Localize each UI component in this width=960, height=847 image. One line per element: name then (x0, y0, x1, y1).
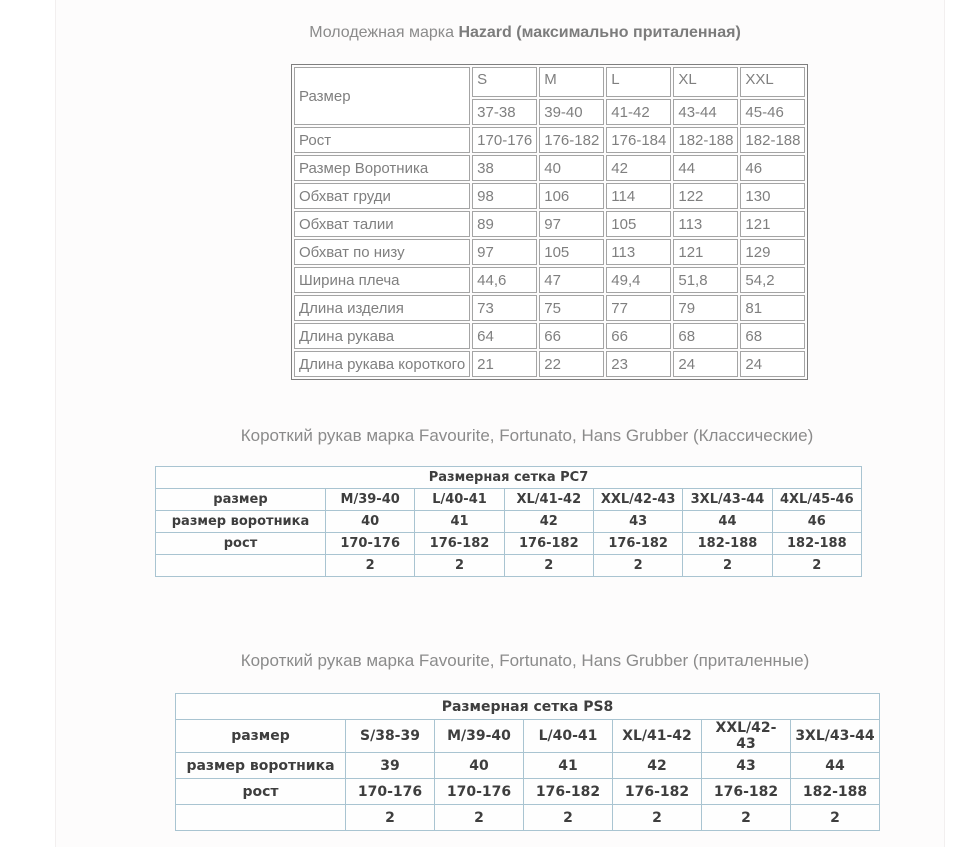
size-letter-cell: L (606, 67, 671, 97)
value-cell: 113 (606, 239, 671, 265)
value-cell: 176-182 (539, 127, 604, 153)
value-cell: 2 (504, 555, 593, 577)
value-cell: 66 (539, 323, 604, 349)
value-cell: 43 (593, 511, 682, 533)
row-label: размер воротника (176, 753, 346, 779)
value-cell: 54,2 (740, 267, 805, 293)
value-cell: 129 (740, 239, 805, 265)
size-number-cell: 43-44 (673, 99, 738, 125)
section2-title: Короткий рукав марка Favourite, Fortunato, Hans Grubber (Классические) (240, 426, 814, 445)
value-cell: 21 (472, 351, 537, 377)
table-row (176, 720, 880, 753)
hazard-size-table (291, 64, 808, 380)
row-label: Обхват по низу (294, 239, 470, 265)
row-label: Обхват талии (294, 211, 470, 237)
table-row (294, 127, 805, 153)
value-cell: 4XL/45-46 (772, 489, 861, 511)
table-row (156, 489, 862, 511)
table-row (176, 779, 880, 805)
value-cell: 2 (791, 805, 880, 831)
value-cell: 2 (326, 555, 415, 577)
value-cell: 22 (539, 351, 604, 377)
value-cell: L/40-41 (524, 720, 613, 753)
value-cell: 3XL/43-44 (683, 489, 772, 511)
value-cell: 42 (504, 511, 593, 533)
table-row (294, 67, 805, 97)
value-cell: 89 (472, 211, 537, 237)
row-label: размер (156, 489, 326, 511)
table-row (156, 533, 862, 555)
value-cell: 182-188 (772, 533, 861, 555)
value-cell: 114 (606, 183, 671, 209)
value-cell: 49,4 (606, 267, 671, 293)
value-cell: 2 (524, 805, 613, 831)
value-cell: 130 (740, 183, 805, 209)
value-cell: 97 (539, 211, 604, 237)
value-cell: 39 (346, 753, 435, 779)
value-cell: M/39-40 (435, 720, 524, 753)
value-cell: M/39-40 (326, 489, 415, 511)
value-cell: XXL/42-43 (702, 720, 791, 753)
value-cell: 44 (683, 511, 772, 533)
value-cell: 182-188 (683, 533, 772, 555)
value-cell: 176-182 (524, 779, 613, 805)
row-label: Длина рукава (294, 323, 470, 349)
table-row (156, 467, 862, 489)
value-cell: 73 (472, 295, 537, 321)
value-cell: 2 (415, 555, 504, 577)
value-cell: 51,8 (673, 267, 738, 293)
table-header: Размерная сетка PS8 (176, 694, 880, 720)
row-label: рост (156, 533, 326, 555)
row-label: Рост (294, 127, 470, 153)
size-number-cell: 37-38 (472, 99, 537, 125)
value-cell: XXL/42-43 (593, 489, 682, 511)
value-cell: 75 (539, 295, 604, 321)
value-cell: 97 (472, 239, 537, 265)
value-cell: 105 (606, 211, 671, 237)
value-cell: 182-188 (673, 127, 738, 153)
value-cell: 2 (702, 805, 791, 831)
size-number-cell: 39-40 (539, 99, 604, 125)
value-cell: 44,6 (472, 267, 537, 293)
row-label: Длина рукава короткого (294, 351, 470, 377)
value-cell: 105 (539, 239, 604, 265)
value-cell: 23 (606, 351, 671, 377)
table-row (176, 805, 880, 831)
value-cell: 43 (702, 753, 791, 779)
value-cell: 98 (472, 183, 537, 209)
value-cell: 46 (740, 155, 805, 181)
value-cell: 68 (740, 323, 805, 349)
value-cell: 176-182 (415, 533, 504, 555)
value-cell: 38 (472, 155, 537, 181)
value-cell: XL/41-42 (504, 489, 593, 511)
pc7-size-table (155, 466, 862, 577)
value-cell: L/40-41 (415, 489, 504, 511)
size-letter-cell: XL (673, 67, 738, 97)
value-cell: 68 (673, 323, 738, 349)
value-cell: 2 (346, 805, 435, 831)
value-cell: 44 (791, 753, 880, 779)
value-cell: 2 (593, 555, 682, 577)
value-cell: 40 (539, 155, 604, 181)
value-cell: 3XL/43-44 (791, 720, 880, 753)
value-cell: 122 (673, 183, 738, 209)
table-row (294, 351, 805, 377)
table-row (294, 155, 805, 181)
value-cell: 66 (606, 323, 671, 349)
table-row (156, 511, 862, 533)
value-cell: 170-176 (326, 533, 415, 555)
table-row (176, 753, 880, 779)
row-label: Длина изделия (294, 295, 470, 321)
table-header: Размерная сетка PC7 (156, 467, 862, 489)
size-letter-cell: M (539, 67, 604, 97)
value-cell: 170-176 (346, 779, 435, 805)
value-cell: 40 (326, 511, 415, 533)
value-cell: 182-188 (791, 779, 880, 805)
value-cell: 170-176 (472, 127, 537, 153)
value-cell: 77 (606, 295, 671, 321)
value-cell: 2 (683, 555, 772, 577)
section1-title (45, 24, 960, 42)
value-cell: 41 (524, 753, 613, 779)
value-cell: 170-176 (435, 779, 524, 805)
table-row (294, 295, 805, 321)
size-number-cell: 45-46 (740, 99, 805, 125)
value-cell: 44 (673, 155, 738, 181)
row-label: рост (176, 779, 346, 805)
value-cell: XL/41-42 (613, 720, 702, 753)
value-cell: 40 (435, 753, 524, 779)
size-letter-cell: S (472, 67, 537, 97)
value-cell: 121 (740, 211, 805, 237)
table-row (294, 323, 805, 349)
value-cell: 2 (772, 555, 861, 577)
value-cell: 106 (539, 183, 604, 209)
value-cell: 64 (472, 323, 537, 349)
value-cell: 24 (740, 351, 805, 377)
value-cell: 182-188 (740, 127, 805, 153)
row-label: Размер (294, 67, 470, 125)
size-letter-cell: XXL (740, 67, 805, 97)
table-row (294, 211, 805, 237)
value-cell: 176-184 (606, 127, 671, 153)
value-cell: 2 (435, 805, 524, 831)
value-cell: 176-182 (593, 533, 682, 555)
ps8-size-table (175, 693, 880, 831)
value-cell: 176-182 (504, 533, 593, 555)
value-cell: 47 (539, 267, 604, 293)
value-cell: 2 (613, 805, 702, 831)
value-cell: S/38-39 (346, 720, 435, 753)
row-label: размер воротника (156, 511, 326, 533)
value-cell: 81 (740, 295, 805, 321)
section1-title-regular: Молодежная марка (309, 24, 454, 41)
value-cell: 113 (673, 211, 738, 237)
value-cell: 42 (613, 753, 702, 779)
row-label (156, 555, 326, 577)
value-cell: 41 (415, 511, 504, 533)
table-row (294, 183, 805, 209)
table-row (176, 694, 880, 720)
value-cell: 79 (673, 295, 738, 321)
value-cell: 24 (673, 351, 738, 377)
value-cell: 46 (772, 511, 861, 533)
value-cell: 42 (606, 155, 671, 181)
size-number-cell: 41-42 (606, 99, 671, 125)
value-cell: 176-182 (613, 779, 702, 805)
row-label: Ширина плеча (294, 267, 470, 293)
table-row (294, 239, 805, 265)
section3-title: Короткий рукав марка Favourite, Fortunato, Hans Grubber (приталенные) (240, 651, 810, 670)
table-row (156, 555, 862, 577)
row-label: размер (176, 720, 346, 753)
row-label (176, 805, 346, 831)
row-label: Обхват груди (294, 183, 470, 209)
value-cell: 121 (673, 239, 738, 265)
value-cell: 176-182 (702, 779, 791, 805)
table-row (294, 267, 805, 293)
section1-title-bold: Hazard (максимально приталенная) (458, 24, 741, 41)
row-label: Размер Воротника (294, 155, 470, 181)
